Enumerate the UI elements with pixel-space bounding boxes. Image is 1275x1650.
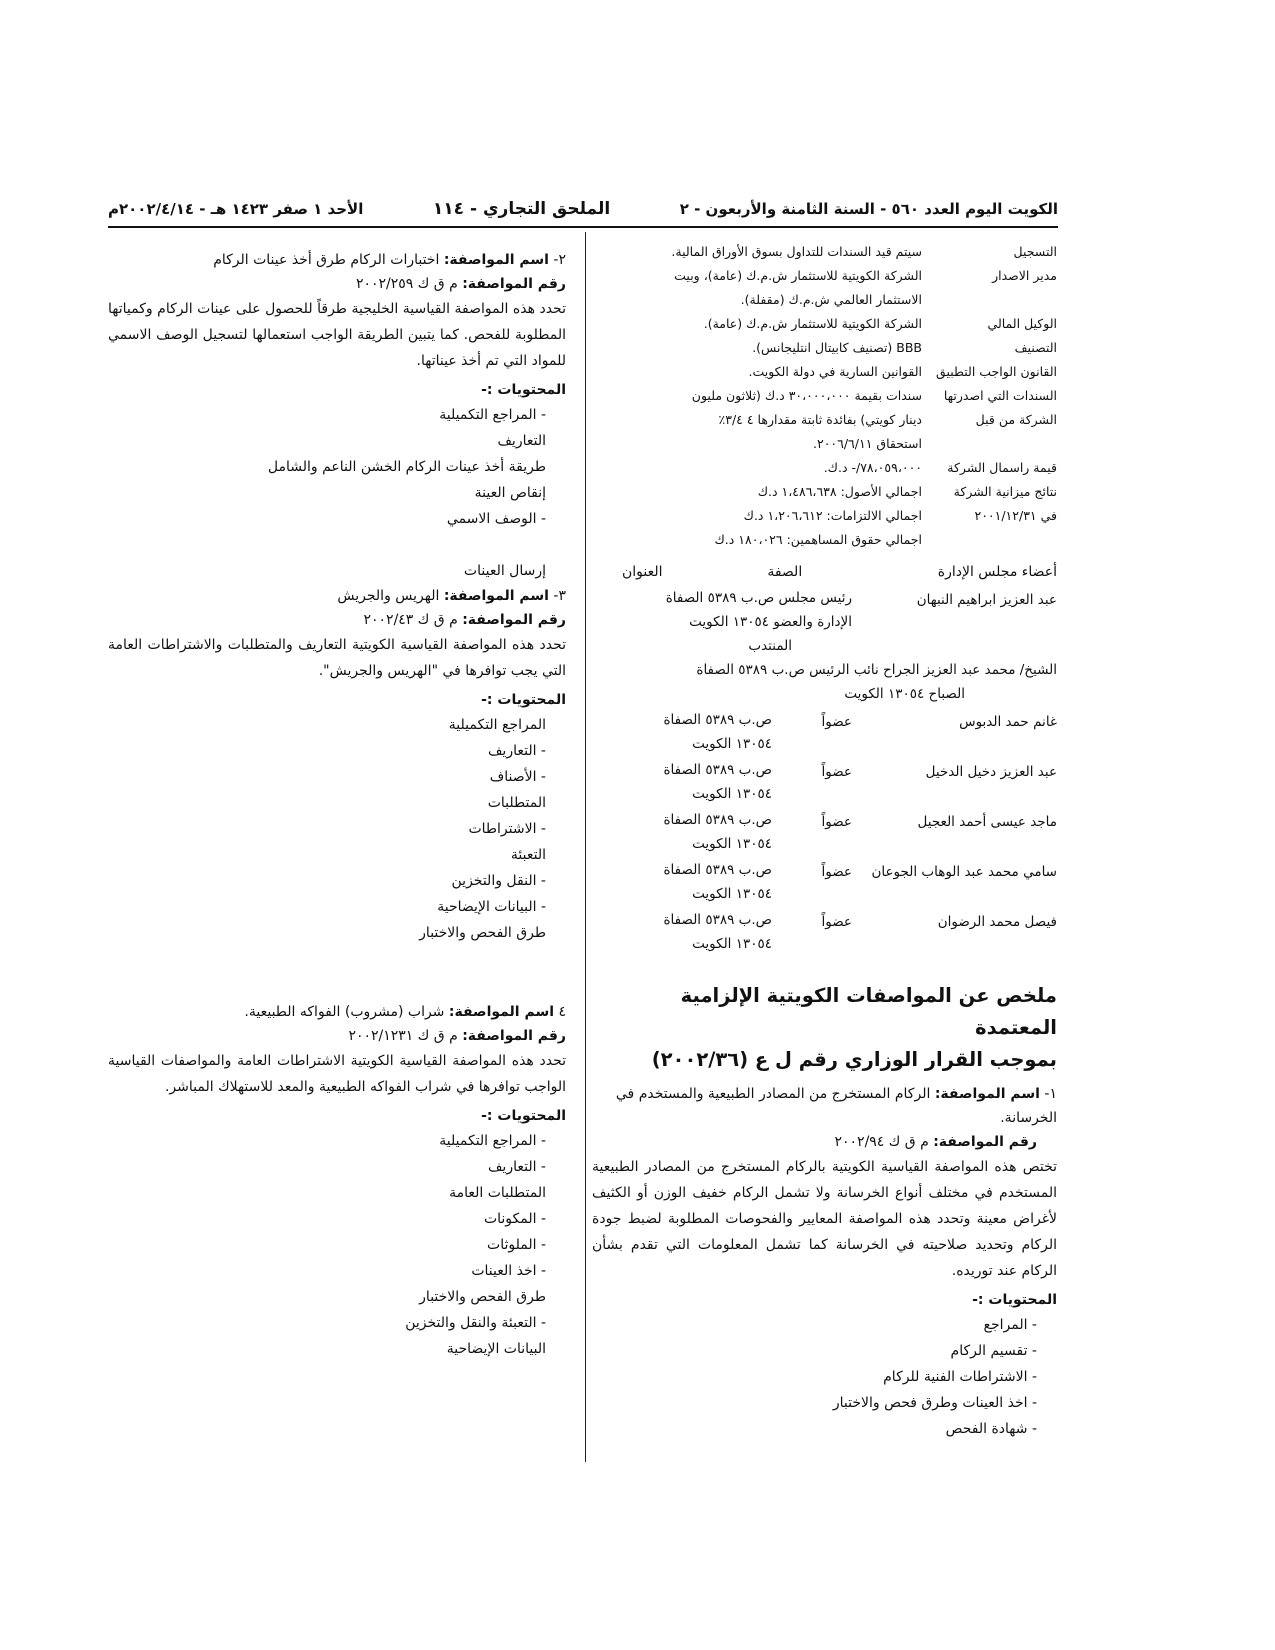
- member-role: عضواً: [821, 814, 852, 830]
- contents-label: المحتويات :-: [481, 1108, 566, 1124]
- board-member: [592, 808, 1057, 856]
- spec-title: ٢- اسم المواصفة: اختبارات الركام طرق أخذ عينات الركام: [213, 252, 566, 268]
- member-name: عبد العزيز دخيل الدخيل: [925, 764, 1057, 780]
- board-title: أعضاء مجلس الإدارة: [937, 564, 1057, 580]
- info-value: الشركة الكويتية للاستثمار ش.م.ك (عامة).: [703, 316, 922, 331]
- member-role: عضواً: [821, 914, 852, 930]
- board-members: [592, 708, 1057, 956]
- info-value: سندات بقيمة ٣٠،٠٠٠،٠٠٠ د.ك (ثلاثون مليون: [691, 388, 922, 403]
- column-divider: [585, 232, 586, 1462]
- info-value: BBB (تصنيف كابيتال انتليجانس).: [752, 340, 922, 355]
- spec-number: رقم المواصفة: م ق ك ٢٠٠٢/١٢٣١: [348, 1028, 566, 1044]
- list-item: - اخذ العينات وطرق فحص والاختبار: [832, 1395, 1037, 1411]
- spec-4: [108, 1000, 566, 1362]
- list-item: المراجع التكميلية: [448, 717, 546, 733]
- board-header: [592, 560, 1057, 584]
- info-row: [592, 360, 1057, 384]
- info-label: التصنيف: [1014, 340, 1057, 355]
- info-value: اجمالي الالتزامات: ١،٢٠٦،٦١٢ د.ك اجمالي حقوق المساهمين: ١٨٠،٠٢٦ د.ك: [714, 508, 922, 547]
- spec-2: [108, 248, 566, 584]
- info-row: [592, 336, 1057, 360]
- board-vice-chairman: الشيخ/ محمد عبد العزيز الجراح نائب الرئيس ص.ب ٥٣٨٩ الصفاة الصباح ١٣٠٥٤ الكويت: [696, 662, 1057, 702]
- list-item: - الأصناف: [489, 769, 546, 785]
- member-address: ص.ب ٥٣٨٩ الصفاة ١٣٠٥٤ الكويت: [663, 812, 772, 852]
- list-item: إرسال العينات: [463, 563, 546, 579]
- info-label: مدير الاصدار: [992, 268, 1057, 283]
- spec-description: تختص هذه المواصفة القياسية الكويتية بالركام المستخرج من المصادر الطبيعية المستخدم في مختلف أنواع الخرسانة ولا تشمل الركام خفيف الوزن أو الكثيف لأغراض معينة وتحدد هذه المواصفة المعايير والفحوصات المطلوبة لضبط جودة الركام وتحديد صلاحيته في الخرسانة كما تشمل المعلومات التي تقدم بشأن الركام عند توريده.: [592, 1159, 1057, 1279]
- list-item: - المراجع التكميلية: [439, 407, 546, 423]
- list-item: - الوصف الاسمي: [446, 511, 546, 527]
- summary-title: ملخص عن المواصفات الكويتية الإلزامية المعتمدة بموجب القرار الوزاري رقم ل ع (٢٠٠٢/٣٦): [651, 984, 1057, 1071]
- list-item: - التعاريف: [487, 743, 546, 759]
- right-column: [592, 240, 1057, 1442]
- list-item: - النقل والتخزين: [451, 873, 546, 889]
- header-date: الأحد ١ صفر ١٤٢٣ هـ - ٢٠٠٢/٤/١٤م: [108, 200, 364, 218]
- list-item: طرق الفحص والاختبار: [419, 1289, 546, 1305]
- board-col-address: العنوان: [622, 564, 663, 580]
- spec-number: رقم المواصفة: م ق ك ٢٠٠٢/٤٣: [363, 612, 566, 628]
- info-label: التسجيل: [1013, 244, 1057, 259]
- member-details: رئيس مجلس ص.ب ٥٣٨٩ الصفاة الإدارة والعضو ١٣٠٥٤ الكويت المنتدب: [665, 590, 852, 654]
- info-value: اجمالي الأصول: ١،٤٨٦،٦٣٨ د.ك: [757, 484, 922, 499]
- info-label: نتائج ميزانية الشركة: [953, 484, 1057, 499]
- info-value: سيتم قيد السندات للتداول بسوق الأوراق المالية.: [671, 244, 922, 259]
- left-column: [108, 244, 566, 1362]
- info-row: [592, 240, 1057, 264]
- board-member: [592, 908, 1057, 956]
- info-row: [592, 384, 1057, 408]
- spec-description: تحدد هذه المواصفة القياسية الكويتية الاشتراطات العامة والمواصفات القياسية الواجب توافرها في شراب الفواكه الطبيعية والمعد للاستهلاك المباشر.: [108, 1053, 566, 1095]
- spec-description: تحدد هذه المواصفة القياسية الكويتية التعاريف والمتطلبات والاشتراطات العامة التي يجب توافرها في "الهريس والجريش".: [108, 637, 566, 679]
- member-name: فيصل محمد الرضوان: [937, 914, 1057, 930]
- member-address: ص.ب ٥٣٨٩ الصفاة ١٣٠٥٤ الكويت: [663, 912, 772, 952]
- list-item: البيانات الإيضاحية: [446, 1341, 546, 1357]
- info-label: القانون الواجب التطبيق: [936, 364, 1057, 379]
- list-item: - الاشتراطات الفنية للركام: [883, 1369, 1037, 1385]
- info-row: [592, 264, 1057, 312]
- info-row: [592, 312, 1057, 336]
- member-address: ص.ب ٥٣٨٩ الصفاة ١٣٠٥٤ الكويت: [663, 762, 772, 802]
- info-value: الشركة الكويتية للاستثمار ش.م.ك (عامة)، وبيت الاستثمار العالمي ش.م.ك (مقفلة).: [674, 268, 922, 307]
- member-address: ص.ب ٥٣٨٩ الصفاة ١٣٠٥٤ الكويت: [663, 712, 772, 752]
- spec-title: ١- اسم المواصفة: الركام المستخرج من المصادر الطبيعية والمستخدم في الخرسانة.: [615, 1086, 1057, 1126]
- list-item: طرق الفحص والاختبار: [419, 925, 546, 941]
- list-item: - تقسيم الركام: [950, 1343, 1037, 1359]
- member-address: ص.ب ٥٣٨٩ الصفاة ١٣٠٥٤ الكويت: [663, 862, 772, 902]
- spec-title: ٤ اسم المواصفة: شراب (مشروب) الفواكه الطبيعية.: [244, 1004, 566, 1020]
- list-item: - المكونات: [483, 1211, 546, 1227]
- spec-3: [108, 584, 566, 946]
- header-supplement: الملحق التجاري - ١١٤: [432, 199, 611, 219]
- list-item: - التعاريف: [487, 1159, 546, 1175]
- spec-title: ٣- اسم المواصفة: الهريس والجريش: [337, 588, 566, 604]
- member-role: عضواً: [821, 714, 852, 730]
- list-item: طريقة أخذ عينات الركام الخشن الناعم والشامل: [267, 459, 546, 475]
- contents-label: المحتويات :-: [481, 382, 566, 398]
- info-block: [592, 240, 1057, 552]
- contents-list: [108, 402, 566, 584]
- page-header: [108, 196, 1058, 222]
- list-item: المتطلبات العامة: [449, 1185, 546, 1201]
- contents-list: [592, 1312, 1057, 1442]
- info-label: في ٢٠٠١/١٢/٣١: [974, 508, 1057, 523]
- info-row: [592, 408, 1057, 456]
- spec-number: رقم المواصفة: م ق ك ٢٠٠٢/٢٥٩: [355, 276, 566, 292]
- header-issue: الكويت اليوم العدد ٥٦٠ - السنة الثامنة والأربعون - ٢: [679, 200, 1058, 218]
- header-rule: [108, 226, 1058, 228]
- list-item: - المراجع: [983, 1317, 1037, 1333]
- spec-number: رقم المواصفة: م ق ك ٢٠٠٢/٩٤: [834, 1134, 1037, 1150]
- board-col-role: الصفة: [767, 564, 803, 580]
- member-name: سامي محمد عبد الوهاب الجوعان: [871, 864, 1057, 880]
- list-item: [108, 532, 566, 558]
- list-item: - التعبئة والنقل والتخزين: [405, 1315, 546, 1331]
- list-item: - المراجع التكميلية: [439, 1133, 546, 1149]
- board-member: [592, 708, 1057, 756]
- member-name: غانم حمد الدبوس: [959, 714, 1057, 730]
- contents-label: المحتويات :-: [972, 1292, 1057, 1308]
- contents-list: [108, 1128, 566, 1362]
- info-label: السندات التي اصدرتها: [943, 388, 1057, 403]
- contents-label: المحتويات :-: [481, 692, 566, 708]
- member-role: عضواً: [821, 764, 852, 780]
- list-item: التعبئة: [510, 847, 546, 863]
- member-role: عضواً: [821, 864, 852, 880]
- list-item: إنقاص العينة: [474, 485, 546, 501]
- info-value: ٧٨،٠٥٩،٠٠٠/- د.ك.: [823, 460, 922, 475]
- member-name: ماجد عيسى أحمد العجيل: [917, 814, 1057, 830]
- list-item: التعاريف: [497, 433, 546, 449]
- list-item: - البيانات الإيضاحية: [437, 899, 546, 915]
- list-item: - الاشتراطات: [468, 821, 546, 837]
- info-row: [592, 456, 1057, 480]
- member-name: عبد العزيز ابراهيم النبهان: [916, 592, 1057, 608]
- contents-list: [108, 712, 566, 946]
- list-item: - الملوثات: [487, 1237, 546, 1253]
- info-row: [592, 480, 1057, 504]
- info-label: الشركة من قبل: [975, 412, 1057, 427]
- info-label: قيمة راسمال الشركة: [947, 460, 1057, 475]
- board-member: [592, 858, 1057, 906]
- info-label: الوكيل المالي: [987, 316, 1057, 331]
- board-member: [592, 758, 1057, 806]
- list-item: - شهادة الفحص: [945, 1421, 1037, 1437]
- info-value: دينار كويتي) بفائدة ثابتة مقدارها ٤ ٣/٤٪ استحقاق ٢٠٠٦/٦/١١.: [718, 412, 922, 451]
- info-row: [592, 504, 1057, 552]
- board-chairman: [592, 586, 1057, 658]
- list-item: - اخذ العينات: [471, 1263, 546, 1279]
- spec-description: تحدد هذه المواصفة القياسية الخليجية طرقاً للحصول على عينات الركام وكمياتها المطلوبة للفحص. كما يتبين الطريقة الواجب استعمالها لتسجيل الوصف الاسمي للمواد التي تم أخذ عيناتها.: [108, 301, 566, 369]
- spec-1: [592, 1082, 1057, 1442]
- list-item: المتطلبات: [487, 795, 546, 811]
- info-value: القوانين السارية في دولة الكويت.: [748, 364, 922, 379]
